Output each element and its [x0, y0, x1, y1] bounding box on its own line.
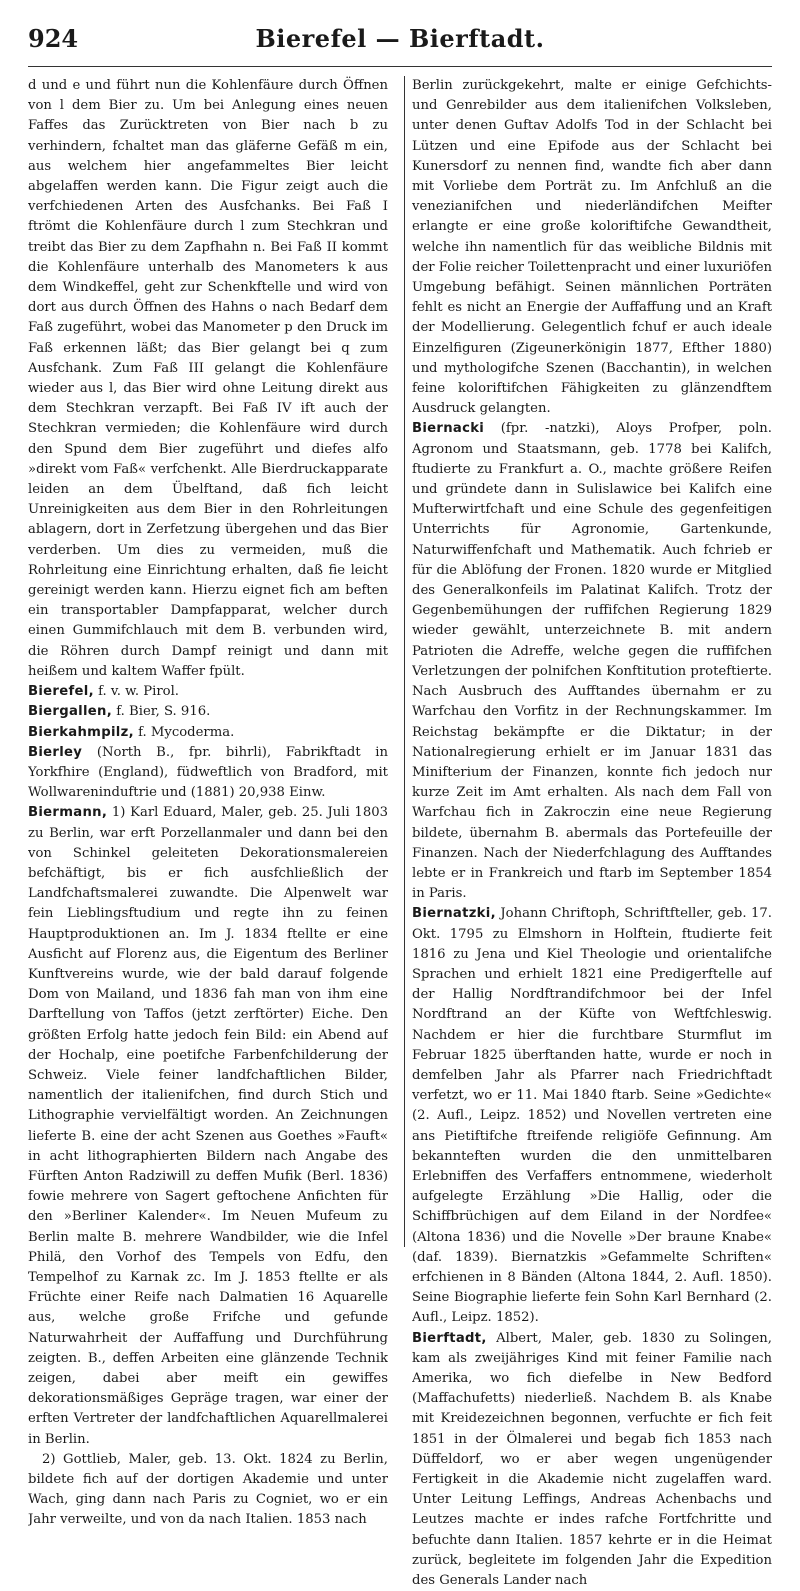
dictionary-entry — [412, 419, 772, 904]
dictionary-entry — [28, 682, 388, 702]
dictionary-entry — [28, 803, 388, 1450]
entry-text: Johann Chriftoph, Schriftfteller, geb. 17. Okt. 1795 zu Elmshorn in Holftein, ftudierte feit 1816 zu Jena und Kiel Theologie und orientalifche Sprachen und erhielt 1821 eine Predigerftelle auf der Hallig Nordftrandifchmoor bei der Infel Nordftrand an der Küfte von Weftfchleswig. Nachdem er hier die furchtbare Sturmflut im Februar 1825 überftanden hatte, wurde er noch in demfelben Jahr als Pfarrer nach Friedrichftadt verfetzt, wo er 11. Mai 1840 ftarb. Seine »Gedichte« (2. Aufl., Leipz. 1852) und Novellen vertreten eine ans Pietiftifche ftreifende religiöfe Gefinnung. Am bekannteften wurden die den unmittelbaren Erlebniffen des Verfaffers entnommene, wiederholt aufgelegte Erzählung »Die Hallig, oder die Schiffbrüchigen auf dem Eiland in der Nordfee« (Altona 1836) und die Novelle »Der braune Knabe« (daf. 1839). Biernatzkis »Gefammelte Schriften« erfchienen in 8 Bänden (Altona 1844, 2. Aufl. 1850). Seine Biographie lieferte fein Sohn Karl Bernhard (2. Aufl., Leipz. 1852). — [412, 906, 772, 1326]
entry-lemma: Biermann, — [28, 805, 108, 821]
dictionary-entry — [28, 702, 388, 722]
sub-entry: 2) Gottlieb, Maler, geb. 13. Okt. 1824 zu Berlin, bildete fich auf der dortigen Akademie und unter Wach, ging dann nach Paris zu Cogniet, wo er ein Jahr verweilte, und von da nach Italien. 1853 nach — [28, 1451, 388, 1528]
column-divider — [404, 76, 405, 1247]
entry-text: f. Bier, S. 916. — [112, 704, 211, 720]
entry-lemma: Bierftadt, — [412, 1330, 487, 1346]
page-number: 924 — [28, 24, 79, 53]
dictionary-entry — [28, 723, 388, 743]
entry-text: f. v. w. Pirol. — [93, 684, 179, 700]
entry-lemma: Biergallen, — [28, 704, 113, 720]
dictionary-entry — [412, 904, 772, 1328]
paragraph: d und e und führt nun die Kohlenfäure durch Öffnen von l dem Bier zu. Um bei Anlegung eines neuen Faffes das Zurücktreten von Bier nach b zu verhindern, fchaltet man das gläferne Gefäß m ein, aus welchem hier angefammeltes Bier leicht abgelaffen werden kann. Die Figur zeigt auch die verfchiedenen Arten des Ausfchanks. Bei Faß I ftrömt die Kohlenfäure durch l zum Stechkran und treibt das Bier zu dem Zapfhahn n. Bei Faß II kommt die Kohlenfäure unterhalb des Manometers k aus dem Windkeffel, geht zur Schenkftelle und wird von dort aus durch Öffnen des Hahns o nach Bedarf dem Faß zugeführt, wobei das Manometer p den Druck im Faß erkennen läßt; das Bier gelangt bei q zum Ausfchank. Zum Faß III gelangt die Kohlenfäure wieder aus l, das Bier wird ohne Leitung direkt aus dem Stechkran verzapft. Bei Faß IV ift auch der Stechkran vermieden; die Kohlenfäure wird durch den Spund dem Bier zugeführt und diefes alfo »direkt vom Faß« verfchenkt. Alle Bierdruckapparate leiden an dem Übelftand, daß fich leicht Unreinigkeiten aus dem Bier in den Rohrleitungen ablagern, dort in Zerfetzung übergehen und das Bier verderben. Um dies zu vermeiden, muß die Rohrleitung eine Einrichtung erhalten, daß fie leicht gereinigt werden kann. Hierzu eignet fich am beften ein transportabler Dampfapparat, welcher durch einen Gummifchlauch mit dem B. verbunden wird, die Röhren durch Dampf reinigt und dann mit heißem und kaltem Waffer fpült. — [28, 78, 388, 679]
entry-lemma: Bierkahmpilz, — [28, 724, 134, 740]
entry-text: Albert, Maler, geb. 1830 zu Solingen, kam als zweijähriges Kind mit feiner Familie nach Amerika, wo fich diefelbe in New Bedford (Maffachufetts) niederließ. Nachdem B. als Knabe mit Kreidezeichnen begonnen, verfuchte er fich feit 1851 in der Ölmalerei und begab fich 1853 nach Düffeldorf, wo er aber wegen ungenügender Fertigkeit in die Akademie nicht zugelaffen ward. Unter Leitung Leffings, Andreas Achenbachs und Leutzes machte er indes rafche Fortfchritte und befuchte dann Italien. 1857 kehrte er in die Heimat zurück, begleitete im folgenden Jahr die Expedition des Generals Lander nach — [412, 1330, 772, 1589]
running-head: Bierefel — Bierftadt. — [255, 24, 545, 53]
header-rule — [28, 66, 772, 67]
entry-text: (North B., fpr. bihrli), Fabrikftadt in Yorkfhire (England), füdweftlich von Bradford, mit Wollwareninduftrie und (1881) 20,938 Einw. — [28, 744, 388, 801]
entry-lemma: Bierley — [28, 744, 83, 760]
entry-text: 1) Karl Eduard, Maler, geb. 25. Juli 1803 zu Berlin, war erft Porzellanmaler und dann bei den von Schinkel geleiteten Dekorationsmalereien befchäftigt, bis er fich ausfchließlich der Landfchaftsmalerei zuwandte. Die Alpenwelt war fein Lieblingsftudium und regte ihn zu feinen Hauptproduktionen an. Im J. 1834 ftellte er eine Ausficht auf Florenz aus, die Eigentum des Berliner Kunftvereins wurde, wie der bald darauf folgende Dom von Mailand, und 1836 fah man von ihm eine Darftellung von Taffos (jetzt zerftörter) Eiche. Den größten Erfolg hatte jedoch fein Bild: ein Abend auf der Hochalp, eine poetifche Farbenfchilderung der Schweiz. Viele feiner landfchaftlichen Bilder, namentlich der italienifchen, find durch Stich und Lithographie vervielfältigt worden. An Zeichnungen lieferte B. eine der acht Szenen aus Goethes »Fauft« in acht lithographierten Bildern nach Angabe des Fürften Anton Radziwill zu deffen Mufik (Berl. 1836) fowie mehrere von Sagert geftochene Anfichten für den »Berliner Kalender«. Im Neuen Mufeum zu Berlin malte B. mehrere Wandbilder, wie die Infel Philä, den Vorhof des Tempels von Edfu, den Tempelhof zu Karnak zc. Im J. 1853 ftellte er als Früchte einer Reife nach Dalmatien 16 Aquarelle aus, welche große Frifche und gefunde Naturwahrheit der Auffaffung und Durchführung zeigten. B., deffen Arbeiten eine glänzende Technik zeigen, dabei aber meift ein gewiffes dekorationsmäßiges Gepräge tragen, war einer der erften Vertreter der landfchaftlichen Aquarellmalerei in Berlin. — [28, 805, 388, 1447]
right-column — [412, 76, 772, 1591]
entry-lemma: Biernatzki, — [412, 906, 496, 922]
dictionary-entry — [28, 743, 388, 804]
left-column — [28, 76, 388, 1531]
dictionary-entry — [412, 1329, 772, 1591]
entry-text: (fpr. -natzki), Aloys Profper, poln. Agronom und Staatsmann, geb. 1778 bei Kalifch, ftudierte zu Frankfurt a. O., machte größere Reifen und gründete dann in Sulislawice bei Kalifch eine Mufterwirtfchaft und eine Schule des gegenfeitigen Unterrichts für Agronomie, Gartenkunde, Naturwiffenfchaft und Mathematik. Auch fchrieb er für die Ablöfung der Fronen. 1820 wurde er Mitglied des Generalkonfeils im Palatinat Kalifch. Trotz der Gegenbemühungen der ruffifchen Regierung 1829 wieder gewählt, unterzeichnete B. mit andern Patrioten die Adreffe, welche gegen die ruffifchen Verletzungen der polnifchen Konftitution proteftierte. Nach Ausbruch des Aufftandes übernahm er zu Warfchau den Vorfitz in der Rechnungskammer. Im Reichstag bekämpfte er die Diktatur; in der Nationalregierung erhielt er im Januar 1831 das Minifterium der Finanzen, konnte fich jedoch nur kurze Zeit im Amt erhalten. Als nach dem Fall von Warfchau fich in Zakroczin eine neue Regierung bildete, übernahm B. abermals das Portefeuille der Finanzen. Nach der Niederfchlagung des Aufftandes lebte er in Frankreich und ftarb im September 1854 in Paris. — [412, 421, 772, 902]
paragraph: Berlin zurückgekehrt, malte er einige Gefchichts- und Genrebilder aus dem italienifchen Volksleben, unter denen Guftav Adolfs Tod in der Schlacht bei Lützen und eine Epifode aus der Schlacht bei Kunersdorf zu nennen find, wandte fich aber dann mit Vorliebe dem Porträt zu. Im Anfchluß an die venezianifchen und niederländifchen Meifter erlangte er eine große koloriftifche Gewandtheit, welche ihn namentlich für das weibliche Bildnis mit der Folie reicher Toilettenpracht und einer luxuriöfen Umgebung befähigt. Seinen männlichen Porträten fehlt es nicht an Energie der Auffaffung und an Kraft der Modellierung. Gelegentlich fchuf er auch ideale Einzelfiguren (Zigeunerkönigin 1877, Efther 1880) und mythologifche Szenen (Bacchantin), in welchen feine koloriftifchen Fähigkeiten zu glänzendftem Ausdruck gelangten. — [412, 78, 772, 417]
entry-lemma: Bierefel, — [28, 684, 94, 700]
entry-text: f. Mycoderma. — [133, 724, 235, 740]
page-header — [28, 24, 772, 64]
entry-lemma: Biernacki — [412, 421, 485, 437]
